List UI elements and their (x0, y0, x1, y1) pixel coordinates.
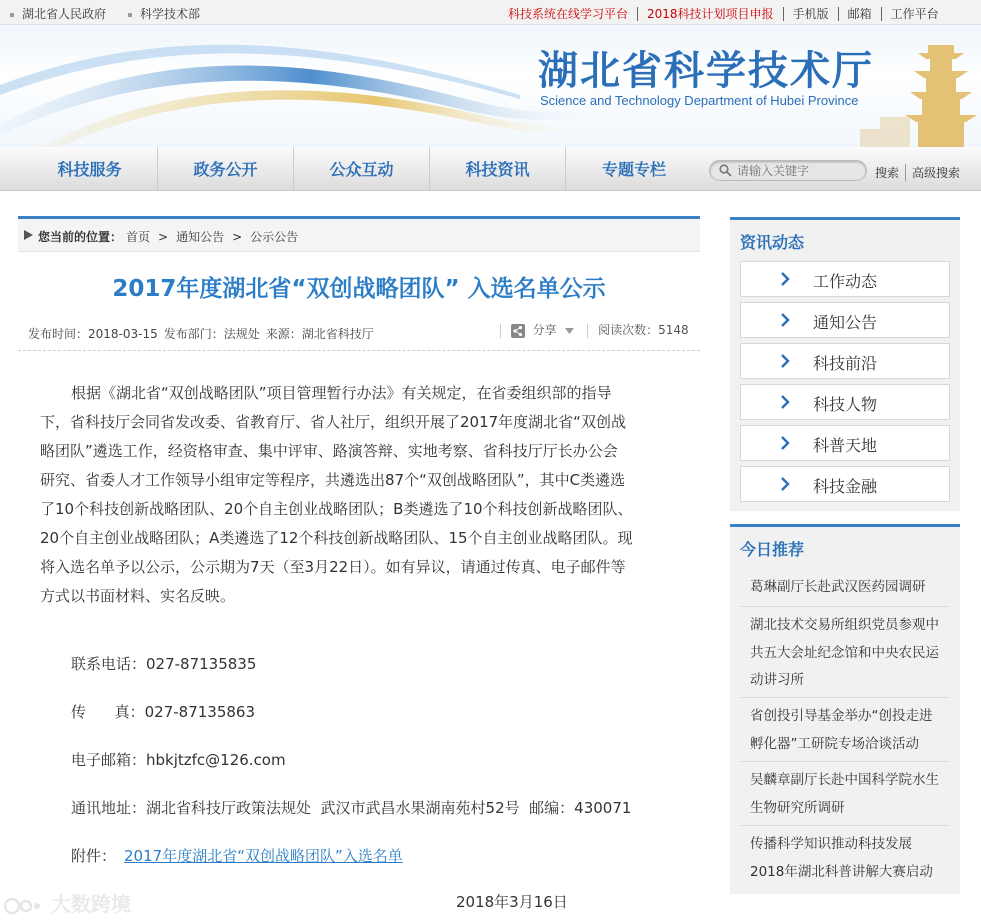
top-bar (0, 0, 981, 25)
recommend-line: 孵化器”工研院专场洽谈活动 (750, 735, 919, 752)
link-mail[interactable]: 邮箱 (838, 7, 881, 21)
main-nav (0, 147, 981, 191)
chevron-right-icon (781, 272, 790, 286)
contact-fax: 传 真：027-87135863 (71, 703, 255, 721)
chevron-down-icon (565, 328, 574, 334)
recommend-line: 共五大会址纪念馆和中央农民运 (750, 644, 939, 661)
chevron-right-icon (781, 354, 790, 368)
share-button[interactable]: 分享 (532, 323, 557, 337)
nav-item-tech-news[interactable]: 科技资讯 (430, 147, 566, 191)
body-line: 20个自主创业战略团队；A类遴选了12个科技创新战略团队、15个自主创业战略团队。现 (40, 529, 633, 547)
breadcrumb-separator: > (232, 230, 243, 244)
body-line: 根据《湖北省“双创战略团队”项目管理暂行办法》有关规定，在省委组织部的指导 (71, 384, 612, 402)
recommend-line: 2018年湖北科普讲解大赛启动 (750, 863, 933, 880)
chevron-right-icon (781, 395, 790, 409)
body-line: 研究、省委人才工作领导小组审定等程序，共遴选出87个“双创战略团队”，其中C类遴选 (40, 471, 626, 489)
breadcrumb-home[interactable]: 首页 (126, 230, 151, 244)
watermark (4, 888, 131, 918)
sidebar-item-work-news[interactable] (740, 261, 950, 297)
breadcrumb-label: 您当前的位置： (38, 230, 123, 244)
recommend-line: 吴麟章副厅长赴中国科学院水生 (750, 772, 939, 788)
top-right-links (499, 5, 948, 22)
divider (500, 324, 501, 338)
sidebar-item-label: 工作动态 (813, 272, 878, 291)
contact-address: 通讯地址：湖北省科技厅政策法规处 武汉市武昌水果湖南苑村52号 邮编：430071 (71, 799, 632, 817)
top-link-most-label: 科学技术部 (140, 7, 201, 21)
breadcrumb-separator: > (158, 230, 169, 244)
contact-email: 电子邮箱：hbkjtzfc@126.com (71, 751, 286, 769)
link-mobile[interactable]: 手机版 (783, 7, 838, 21)
site-title: 湖北省科学技术厅 (538, 47, 874, 94)
top-link-gov[interactable] (10, 5, 106, 22)
read-count: 阅读次数：5148 (598, 323, 689, 337)
search-box (709, 160, 867, 181)
breadcrumb-path (126, 228, 302, 245)
sidebar-item-label: 科普天地 (813, 436, 878, 455)
chevron-right-icon (781, 313, 790, 327)
recommend-item[interactable] (740, 699, 950, 762)
sign-date: 2018年3月16日 (456, 893, 568, 911)
body-line: 了10个科技创新战略团队、20个自主创业战略团队；B类遴选了10个科技创新战略团队、 (40, 500, 633, 518)
recommend-item[interactable] (740, 763, 950, 826)
site-subtitle: Science and Technology Department of Hubei Province (540, 93, 859, 108)
nav-item-special-topics[interactable]: 专题专栏 (601, 160, 666, 179)
recommend-line: 省创投引导基金举办“创投走进 (750, 708, 933, 724)
top-link-most[interactable] (128, 5, 200, 22)
search-input[interactable] (737, 163, 862, 179)
sidebar-item-popular-science[interactable] (740, 425, 950, 461)
share-area (494, 321, 689, 338)
sidebar-news-heading: 资讯动态 (740, 233, 805, 252)
body-line: 略团队”遴选工作，经资格审查、集中评审、路演答辩、实地考察、省科技厅厅长办公会 (40, 442, 618, 460)
sidebar-item-finance[interactable] (740, 466, 950, 502)
sidebar-item-label: 通知公告 (813, 313, 878, 332)
top-link-gov-label: 湖北省人民政府 (22, 7, 107, 21)
sidebar-recommend-heading: 今日推荐 (740, 540, 805, 559)
chevron-right-icon (781, 477, 790, 491)
meta-divider (18, 350, 700, 351)
nav-item-gov-affairs[interactable]: 政务公开 (158, 147, 294, 191)
sidebar-news (730, 217, 960, 511)
nav-item-public-interaction[interactable]: 公众互动 (294, 147, 430, 191)
search-button[interactable]: 搜索 (875, 166, 900, 180)
sidebar-item-notices[interactable] (740, 302, 950, 338)
share-icon[interactable] (511, 324, 525, 338)
recommend-item[interactable] (740, 570, 950, 607)
attachment-link[interactable]: 2017年度湖北省“双创战略团队”入选名单 (124, 847, 403, 865)
sidebar-item-label: 科技金融 (813, 477, 878, 496)
body-line: 下，省科技厅会同省发改委、省教育厅、省人社厅，组织开展了2017年度湖北省“双创战 (40, 413, 626, 431)
watermark-logo-icon (4, 894, 44, 918)
bullet-icon (10, 13, 14, 17)
search-icon (719, 164, 732, 177)
sidebar-item-frontier[interactable] (740, 343, 950, 379)
nav-item-tech-services[interactable]: 科技服务 (22, 147, 158, 191)
publish-time: 发布时间：2018-03-15 (28, 327, 158, 341)
chevron-right-icon (781, 436, 790, 450)
bullet-icon (128, 13, 132, 17)
article-meta (28, 325, 380, 342)
article-body (40, 379, 686, 611)
sidebar-item-label: 科技前沿 (813, 354, 878, 373)
publish-department: 发布部门：法规处 (163, 327, 260, 341)
breadcrumb (18, 219, 700, 252)
divider (587, 324, 588, 338)
article-source: 来源：湖北省科技厅 (265, 327, 374, 341)
recommend-line: 传播科学知识推动科技发展 (750, 836, 912, 852)
attachment-label: 附件： (71, 847, 117, 865)
attachment (71, 845, 403, 866)
body-line: 将入选名单予以公示，公示期为7天（至3月22日）。如有异议，请通过传真、电子邮件等 (40, 558, 626, 576)
location-marker-icon (24, 230, 33, 240)
breadcrumb-notices[interactable]: 通知公告 (176, 230, 225, 244)
sidebar-item-label: 科技人物 (813, 395, 878, 414)
link-online-learning[interactable]: 科技系统在线学习平台 (508, 7, 629, 21)
watermark-text: 大数跨境 (50, 892, 131, 916)
sidebar-item-people[interactable] (740, 384, 950, 420)
recommend-item[interactable] (740, 827, 950, 890)
main-content (18, 216, 700, 922)
sidebar-recommend (730, 524, 960, 894)
body-line: 方式以书面材料、实名反映。 (40, 587, 236, 605)
contact-phone: 联系电话：027-87135835 (71, 655, 257, 673)
recommend-line: 动讲习所 (750, 672, 804, 688)
recommend-item[interactable] (740, 608, 950, 698)
banner (0, 25, 981, 147)
link-project-application[interactable]: 2018科技计划项目申报 (637, 7, 783, 21)
link-work-platform[interactable]: 工作平台 (881, 7, 948, 21)
recommend-line: 生物研究所调研 (750, 799, 845, 816)
advanced-search-link[interactable]: 高级搜索 (905, 164, 960, 181)
recommend-line: 湖北技术交易所组织党员参观中 (750, 617, 939, 633)
article-title: 2017年度湖北省“双创战略团队” 入选名单公示 (112, 276, 606, 302)
recommend-line: 葛琳副厅长赴武汉医药园调研 (750, 579, 926, 595)
breadcrumb-publicity[interactable]: 公示公告 (250, 230, 299, 244)
